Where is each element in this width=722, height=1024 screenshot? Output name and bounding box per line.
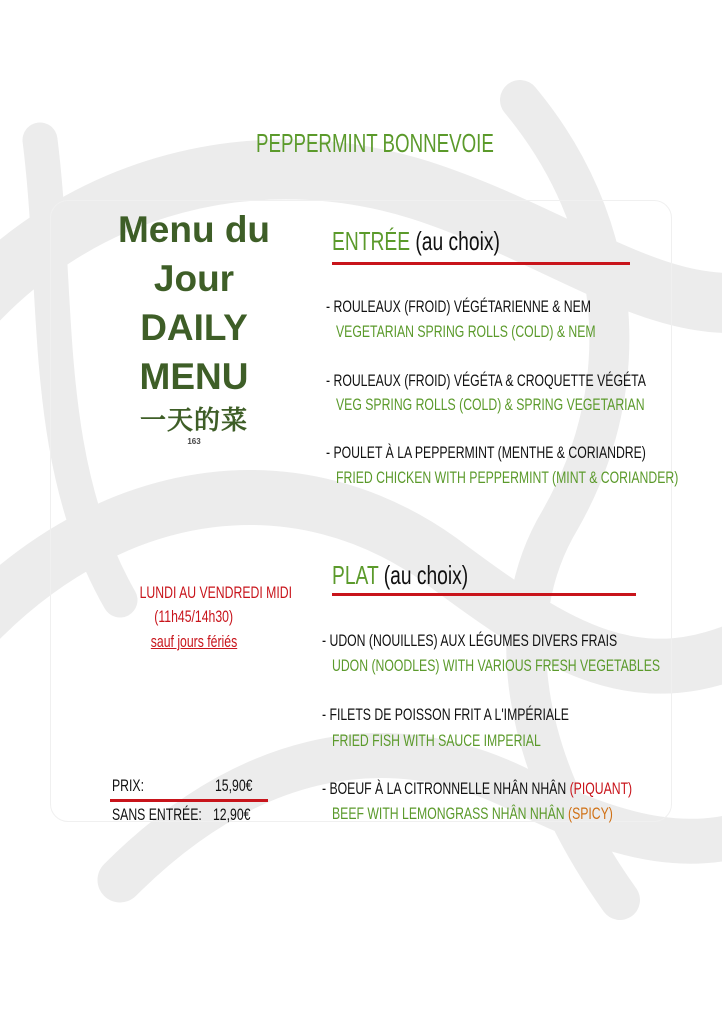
price-value: 15,90€ — [215, 776, 253, 795]
service-time: (11h45/14h30) — [154, 607, 234, 626]
price-without-entree-label: SANS ENTRÉE: — [112, 805, 202, 824]
price-without-entree-value: 12,90€ — [213, 805, 251, 824]
plat-item-1-fr: - UDON (NOUILLES) AUX LÉGUMES DIVERS FRAIS — [322, 631, 618, 650]
entree-item-1-en: VEGETARIAN SPRING ROLLS (COLD) & NEM — [336, 322, 596, 341]
plat-title: PLAT — [332, 560, 379, 590]
plat-item-1-en: UDON (NOODLES) WITH VARIOUS FRESH VEGETABLES — [332, 656, 661, 675]
entree-item-1-fr: - ROULEAUX (FROID) VÉGÉTARIENNE & NEM — [326, 297, 592, 316]
plat-choice: (au choix) — [383, 560, 469, 590]
menu-title — [110, 205, 278, 401]
entree-divider — [332, 262, 630, 265]
price-divider — [110, 799, 268, 802]
restaurant-name: PEPPERMINT BONNEVOIE — [256, 128, 494, 158]
plat-item-3-en: BEEF WITH LEMONGRASS NHÂN NHÂN (SPICY) — [332, 804, 613, 823]
chinese-title: 一天的菜 — [139, 405, 248, 435]
entree-choice: (au choix) — [415, 226, 500, 256]
title-line-3: DAILY — [140, 307, 248, 348]
service-days: LUNDI AU VENDREDI MIDI — [139, 583, 292, 602]
plat-item-2-fr: - FILETS DE POISSON FRIT A L'IMPÉRIALE — [322, 705, 569, 724]
title-line-4: MENU — [139, 356, 249, 397]
spicy-tag-fr: (PIQUANT) — [569, 779, 633, 798]
title-line-1: Menu du — [117, 209, 271, 250]
plat-item-3-fr: - BOEUF À LA CITRONNELLE NHÂN NHÂN (PIQUANT) — [322, 779, 633, 798]
plat-heading — [332, 560, 516, 591]
title-line-2: Jour — [153, 258, 235, 299]
entree-heading — [332, 226, 559, 257]
spicy-tag-en: (SPICY) — [568, 804, 613, 823]
service-note: sauf jours fériés — [150, 632, 238, 651]
plat-divider — [332, 593, 636, 596]
plat-item-2-en: FRIED FISH WITH SAUCE IMPERIAL — [332, 731, 541, 750]
entree-item-2-en: VEG SPRING ROLLS (COLD) & SPRING VEGETARIAN — [336, 395, 645, 414]
entree-title: ENTRÉE — [332, 226, 411, 256]
price-label: PRIX: — [112, 776, 144, 795]
entree-item-3-en: FRIED CHICKEN WITH PEPPERMINT (MINT & CORIANDER) — [336, 468, 679, 487]
entree-item-3-fr: - POULET À LA PEPPERMINT (MENTHE & CORIANDRE) — [326, 443, 646, 462]
menu-number: 163 — [187, 437, 201, 446]
entree-item-2-fr: - ROULEAUX (FROID) VÉGÉTA & CROQUETTE VÉGÉTA — [326, 371, 646, 390]
